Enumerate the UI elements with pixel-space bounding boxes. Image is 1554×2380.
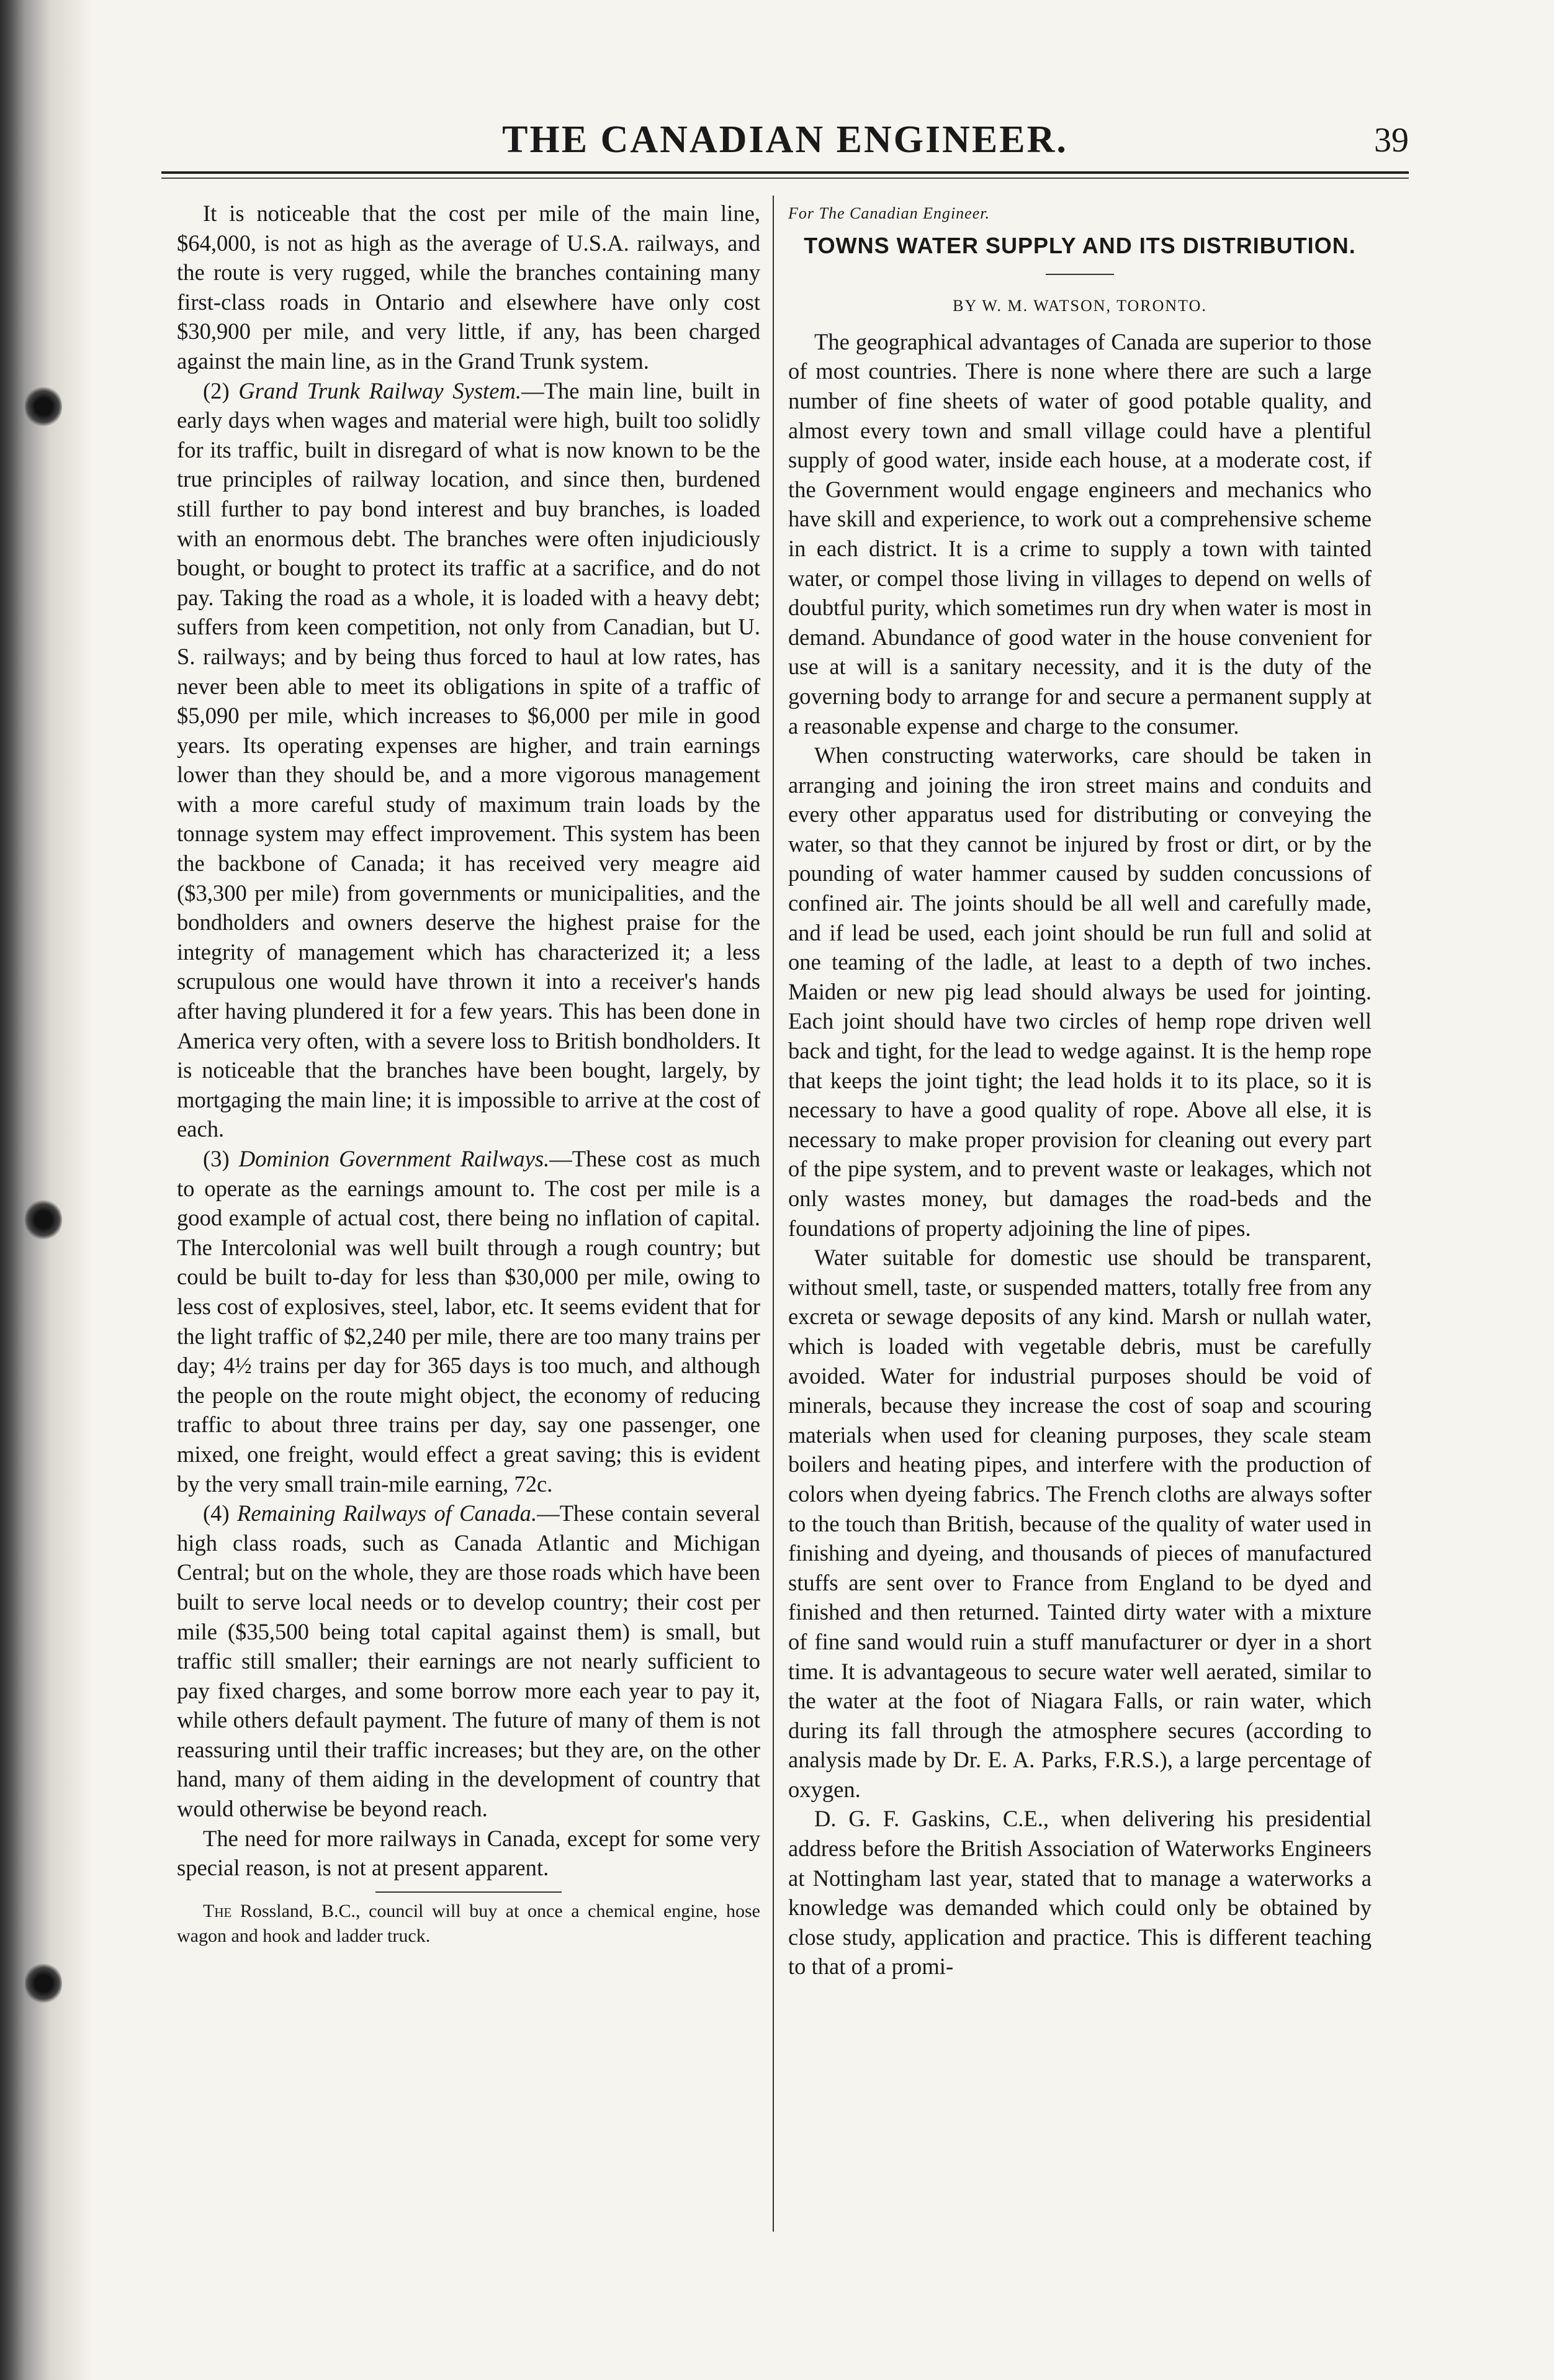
paragraph-text: —These contain several high class roads, such as Canada Atlantic and Michigan Central; but on the whole, they are those roads which have been built to serve local needs or to develop country; their cost per mile ($35,500 being total capital against them) is small, but traffic still smaller; their earnings are not nearly sufficient to pay fixed charges, and some borrow more each year to pay it, while others default payment. The future of many of them is not reassuring until their traffic increases; but they are, on the other hand, many of them aiding in the development of country that would otherwise be beyond reach. <box>177 1500 760 1822</box>
right-column <box>788 199 1372 1981</box>
note-lead: The <box>203 1900 232 1921</box>
binding-mark <box>25 1962 62 2005</box>
paragraph: It is noticeable that the cost per mile of the main line, $64,000, is not as high as the average of U.S.A. railways, and the route is very rugged, while the branches containing many first-class roads in Ontario and elsewhere have only cost $30,900 per mile, and very little, if any, has been charged against the main line, as in the Grand Trunk system. <box>177 201 760 374</box>
section-heading: Remaining Railways of Canada. <box>237 1500 537 1526</box>
byline: For The Canadian Engineer. <box>788 204 990 222</box>
left-column <box>177 199 760 1949</box>
paragraph <box>177 376 760 1144</box>
article-title: TOWNS WATER SUPPLY AND ITS DISTRIBUTION. <box>804 232 1356 258</box>
section-number: (3) <box>203 1146 239 1171</box>
paragraph <box>177 1144 760 1499</box>
section-number: (4) <box>203 1500 238 1526</box>
page-header <box>161 112 1409 180</box>
header-rule-thin <box>161 178 1409 179</box>
paragraph: The geographical advantages of Canada are superior to those of most countries. There is none where there are such a large number of fine sheets of water of good potable quality, and almost every town and small village could have a plentiful supply of good water, inside each house, at a moderate cost, if the Government would engage engineers and mechanics who have skill and experience, to work out a comprehensive scheme in each district. It is a crime to supply a town with tainted water, or compel those living in villages to depend on wells of doubtful purity, which sometimes run dry when water is most in demand. Abundance of good water in the house convenient for use at will is a sanitary necessity, and it is the duty of the governing body to arrange for and secure a permanent supply at a reasonable expense and charge to the consumer. <box>788 328 1372 739</box>
page-binding-edge <box>0 0 93 2380</box>
journal-title: THE CANADIAN ENGINEER. <box>502 119 1068 161</box>
paragraph: D. G. F. Gaskins, C.E., when delivering his presidential address before the British Association of Waterworks Engineers at Nottingham last year, stated that to manage a waterworks a knowledge was demanded which could only be obtained by close study, application and practice. This is different teaching to that of a promi- <box>788 1806 1372 1980</box>
section-heading: Dominion Government Railways. <box>238 1146 550 1171</box>
binding-mark <box>25 1198 62 1242</box>
page-number: 39 <box>1374 121 1409 160</box>
section-heading: Grand Trunk Railway System. <box>238 377 522 403</box>
section-number: (2) <box>203 377 239 403</box>
paragraph: Water suitable for domestic use should be transparent, without smell, taste, or suspended matters, totally free from any excreta or sewage deposits of any kind. Marsh or nullah water, which is loaded with vegetable debris, must be carefully avoided. Water for industrial purposes should be void of minerals, because they increase the cost of soap and scouring materials when used for cleaning purposes, they scale steam boilers and heating pipes, and interfere with the production of colors when dyeing fabrics. The French cloths are always softer to the touch than British, because of the quality of water used in finishing and dyeing, and thousands of pieces of manufactured stuffs are sent over to France from England to be dyed and finished and then returned. Tainted dirty water with a mixture of fine sand would ruin a stuff manufacturer or dyer in a short time. It is advantageous to secure water well aerated, similar to the water at the foot of Niagara Falls, or rain water, which during its fall through the atmosphere secures (according to analysis made by Dr. E. A. Parks, F.R.S.), a large percentage of oxygen. <box>788 1245 1372 1802</box>
paragraph <box>177 1499 760 1824</box>
binding-mark <box>25 385 62 428</box>
title-rule <box>1046 274 1114 275</box>
paragraph: The need for more railways in Canada, except for some very special reason, is not at present apparent. <box>177 1825 760 1881</box>
article-author: BY W. M. WATSON, TORONTO. <box>953 297 1207 315</box>
paragraph-text: —These cost as much to operate as the earnings amount to. The cost per mile is a good example of actual cost, there being no inflation of capital. The Intercolonial was well built through a rough country; but could be built to-day for less than $30,000 per mile, owing to less cost of explosives, steel, labor, etc. It seems evident that for the light traffic of $2,240 per mile, there are too many trains per day; 4½ trains per day for 365 days is too much, and although the people on the route might object, the economy of reducing traffic to about three trains per day, say one passenger, one mixed, one freight, would effect a great saving; this is evident by the very small train-mile earning, 72c. <box>177 1146 760 1497</box>
end-rule <box>375 1891 562 1893</box>
paragraph-text: —The main line, built in early days when wages and material were high, built too solidly for its traffic, built in disregard of what is now known to be the true principles of railway location, and since then, burdened still further to pay bond interest and buy branches, is loaded with an enormous debt. The branches were often injudiciously bought, or bought to protect its traffic at a sacrifice, and do not pay. Taking the road as a whole, it is loaded with a heavy debt; suffers from keen competition, not only from Canadian, but U. S. railways; and by being thus forced to haul at low rates, has never been able to meet its obligations in spite of a traffic of $5,090 per mile, which increases to $6,000 per mile in good years. Its operating expenses are higher, and train earnings lower than they should be, and a more vigorous management with a more careful study of maximum train loads by the tonnage system may effect improvement. This system has been the backbone of Canada; it has received very meagre aid ($3,300 per mile) from governments or municipalities, and the bondholders and owners deserve the highest praise for the integrity of management which has characterized it; a less scrupulous one would have thrown it into a receiver's hands after having plundered it for a few years. This has been done in America very often, with a severe loss to British bondholders. It is noticeable that the branches have been bought, largely, by mortgaging the main line; it is impossible to arrive at the cost of each. <box>177 377 761 1142</box>
paragraph: When constructing waterworks, care should be taken in arranging and joining the iron street mains and conduits and every other apparatus used for distributing or conveying the water, so that they cannot be injured by frost or dirt, or by the pounding of water hammer caused by sudden concussions of confined air. The joints should be all well and carefully made, and if lead be used, each joint should be run full and solid at one teaming of the ladle, at least to a depth of two inches. Maiden or new pig lead should always be used for jointing. Each joint should have two circles of hemp rope driven well back and tight, for the lead to wedge against. It is the hemp rope that keeps the joint tight; the lead holds it to its place, so it is necessary to have a good quality of rope. Above all else, it is necessary to make proper provision for cleaning out every part of the pipe system, and to prevent waste or leakages, which not only wastes money, but damages the road-beds and the foundations of property adjoining the line of pipes. <box>788 742 1372 1241</box>
column-divider <box>773 196 774 2232</box>
header-rule <box>161 171 1409 174</box>
news-note <box>177 1899 760 1949</box>
note-text: Rossland, B.C., council will buy at once a chemical engine, hose wagon and hook and ladder truck. <box>177 1900 760 1946</box>
